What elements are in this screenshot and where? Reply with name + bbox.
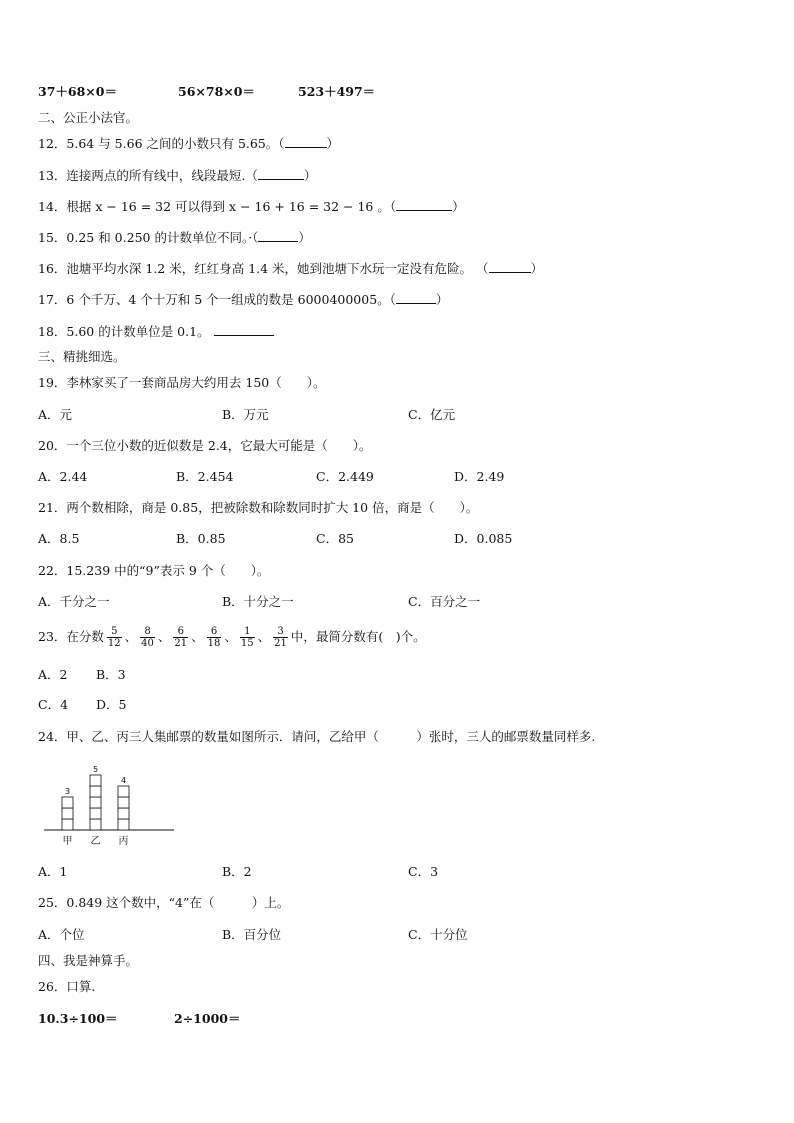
answer-blank[interactable] (258, 241, 298, 242)
question-20-option-d[interactable]: D．2.49 (454, 469, 505, 484)
question-25-option-c[interactable]: C．十分位 (408, 927, 468, 942)
fraction: $\frac{6}{18}$ (207, 626, 221, 649)
question-21-option-b[interactable]: B．0.85 (176, 531, 226, 546)
category-label: 甲 (62, 836, 73, 847)
stamp-box-乙 (90, 786, 101, 797)
question-25-option-a[interactable]: A．个位 (38, 927, 85, 942)
stamp-box-甲 (62, 808, 73, 819)
question-20-option-b[interactable]: B．2.454 (176, 469, 234, 484)
stamp-box-乙 (90, 808, 101, 819)
answer-blank[interactable] (258, 179, 304, 180)
question-13-close: ） (303, 168, 317, 183)
question-15 (38, 230, 311, 246)
question-13-text: 13．连接两点的所有线中，线段最短.（ (38, 168, 258, 183)
category-label: 乙 (90, 836, 101, 847)
question-17-close: ） (435, 292, 449, 307)
question-20-option-c[interactable]: C．2.449 (316, 469, 374, 484)
section-heading-4: 四、我是神算手。 (38, 953, 139, 968)
stamp-box-丙 (118, 808, 129, 819)
question-12-text: 12．5.64 与 5.66 之间的小数只有 5.65。（ (38, 136, 285, 151)
question-26-stem: 26．口算. (38, 979, 96, 994)
stamp-box-乙 (90, 819, 101, 830)
stamp-box-丙 (118, 786, 129, 797)
answer-blank[interactable] (396, 303, 436, 304)
question-15-close: ） (298, 230, 311, 245)
category-label: 丙 (118, 836, 129, 847)
question-22-option-b[interactable]: B．十分之一 (222, 594, 294, 609)
section-heading-3: 三、精挑细选。 (38, 349, 126, 364)
question-24-stem: 24．甲、乙、丙三人集邮票的数量如图所示．请问，乙给甲（ ）张时，三人的邮票数量同样多. (38, 729, 596, 744)
question-24-option-a[interactable]: A．1 (38, 864, 68, 879)
calc-item-1: 37＋68×0＝ (38, 84, 117, 99)
question-23-tail: 中，最简分数有( )个。 (290, 629, 426, 644)
fraction: $\frac{8}{40}$ (141, 626, 154, 649)
answer-blank[interactable] (285, 147, 327, 148)
calc-item-5: 2÷1000＝ (174, 1011, 241, 1026)
question-20-stem: 20．一个三位小数的近似数是 2.4，它最大可能是（ ）。 (38, 438, 372, 453)
question-16-text: 16．池塘平均水深 1.2 米，红红身高 1.4 米，她到池塘下水玩一定没有危险。 （ (38, 261, 489, 276)
question-23-stem: 23．在分数 $\frac{5}{12}$ 、 $\frac{8}{40}$ 、 $\frac{6}{21}$ 、 $\frac{6}{18}$ 、 $\frac{1}{15}$ 、 $\frac{3}{21}$ 中，最简分数有( )个。 (38, 626, 426, 649)
question-15-text: 15．0.25 和 0.250 的计数单位不同。·（ (38, 230, 259, 245)
question-21-option-d[interactable]: D．0.085 (454, 531, 513, 546)
question-23-option-b[interactable]: B．3 (96, 667, 126, 682)
question-19-option-c[interactable]: C．亿元 (408, 407, 456, 422)
stamp-box-甲 (62, 797, 73, 808)
question-19-option-a[interactable]: A．元 (38, 407, 73, 422)
question-22-option-c[interactable]: C．百分之一 (408, 594, 481, 609)
stamp-box-乙 (90, 775, 101, 786)
answer-blank[interactable] (396, 210, 452, 211)
question-13 (38, 168, 316, 184)
question-25-stem: 25．0.849 这个数中，“4”在（ ）上。 (38, 895, 290, 910)
stamp-box-甲 (62, 819, 73, 830)
question-12-close: ） (326, 136, 340, 151)
question-23-option-c[interactable]: C．4 (38, 697, 69, 712)
question-25-option-b[interactable]: B．百分位 (222, 927, 282, 942)
question-12 (38, 136, 339, 152)
question-24-option-c[interactable]: C．3 (408, 864, 439, 879)
fraction: $\frac{3}{21}$ (274, 626, 287, 649)
question-24-option-b[interactable]: B．2 (222, 864, 252, 879)
question-23-option-d[interactable]: D．5 (96, 697, 127, 712)
question-21-option-a[interactable]: A．8.5 (38, 531, 80, 546)
question-14-text: 14．根据 x − 16 = 32 可以得到 x − 16 + 16 = 32 − 16 。（ (38, 199, 397, 214)
question-14 (38, 199, 465, 215)
question-18-text: 18．5.60 的计数单位是 0.1。 (38, 324, 210, 339)
question-23-text: 23．在分数 (38, 629, 104, 644)
question-19-stem: 19．李林家买了一套商品房大约用去 150（ ）。 (38, 375, 326, 390)
question-20-option-a[interactable]: A．2.44 (38, 469, 88, 484)
question-21-stem: 21．两个数相除，商是 0.85，把被除数和除数同时扩大 10 倍，商是（ ）。 (38, 500, 479, 515)
calc-item-3: 523＋497＝ (298, 84, 376, 99)
question-18 (38, 324, 274, 340)
question-16-close: ） (530, 261, 544, 276)
question-22-option-a[interactable]: A．千分之一 (38, 594, 110, 609)
data-label: 5 (92, 765, 99, 774)
question-22-stem: 22．15.239 中的“9”表示 9 个（ ）。 (38, 563, 270, 578)
fraction: $\frac{5}{12}$ (107, 626, 121, 649)
question-16 (38, 261, 543, 277)
calc-item-4: 10.3÷100＝ (38, 1011, 118, 1026)
data-label: 3 (64, 787, 71, 796)
question-17-text: 17．6 个千万、4 个十万和 5 个一组成的数是 6000400005。（ (38, 292, 396, 307)
question-17 (38, 292, 448, 308)
answer-blank[interactable] (214, 335, 274, 336)
fraction: $\frac{6}{21}$ (174, 626, 188, 649)
answer-blank[interactable] (489, 272, 531, 273)
question-23-option-a[interactable]: A．2 (38, 667, 68, 682)
calc-item-2: 56×78×0＝ (178, 84, 255, 99)
section-heading-2: 二、公正小法官。 (38, 110, 139, 125)
stamp-box-丙 (118, 819, 129, 830)
fraction: $\frac{1}{15}$ (240, 626, 254, 649)
stamp-box-丙 (118, 797, 129, 808)
stamp-count-chart (40, 756, 180, 852)
data-label: 4 (120, 776, 127, 785)
question-14-close: ） (452, 199, 465, 214)
question-21-option-c[interactable]: C．85 (316, 531, 354, 546)
question-19-option-b[interactable]: B．万元 (222, 407, 269, 422)
stamp-box-乙 (90, 797, 101, 808)
